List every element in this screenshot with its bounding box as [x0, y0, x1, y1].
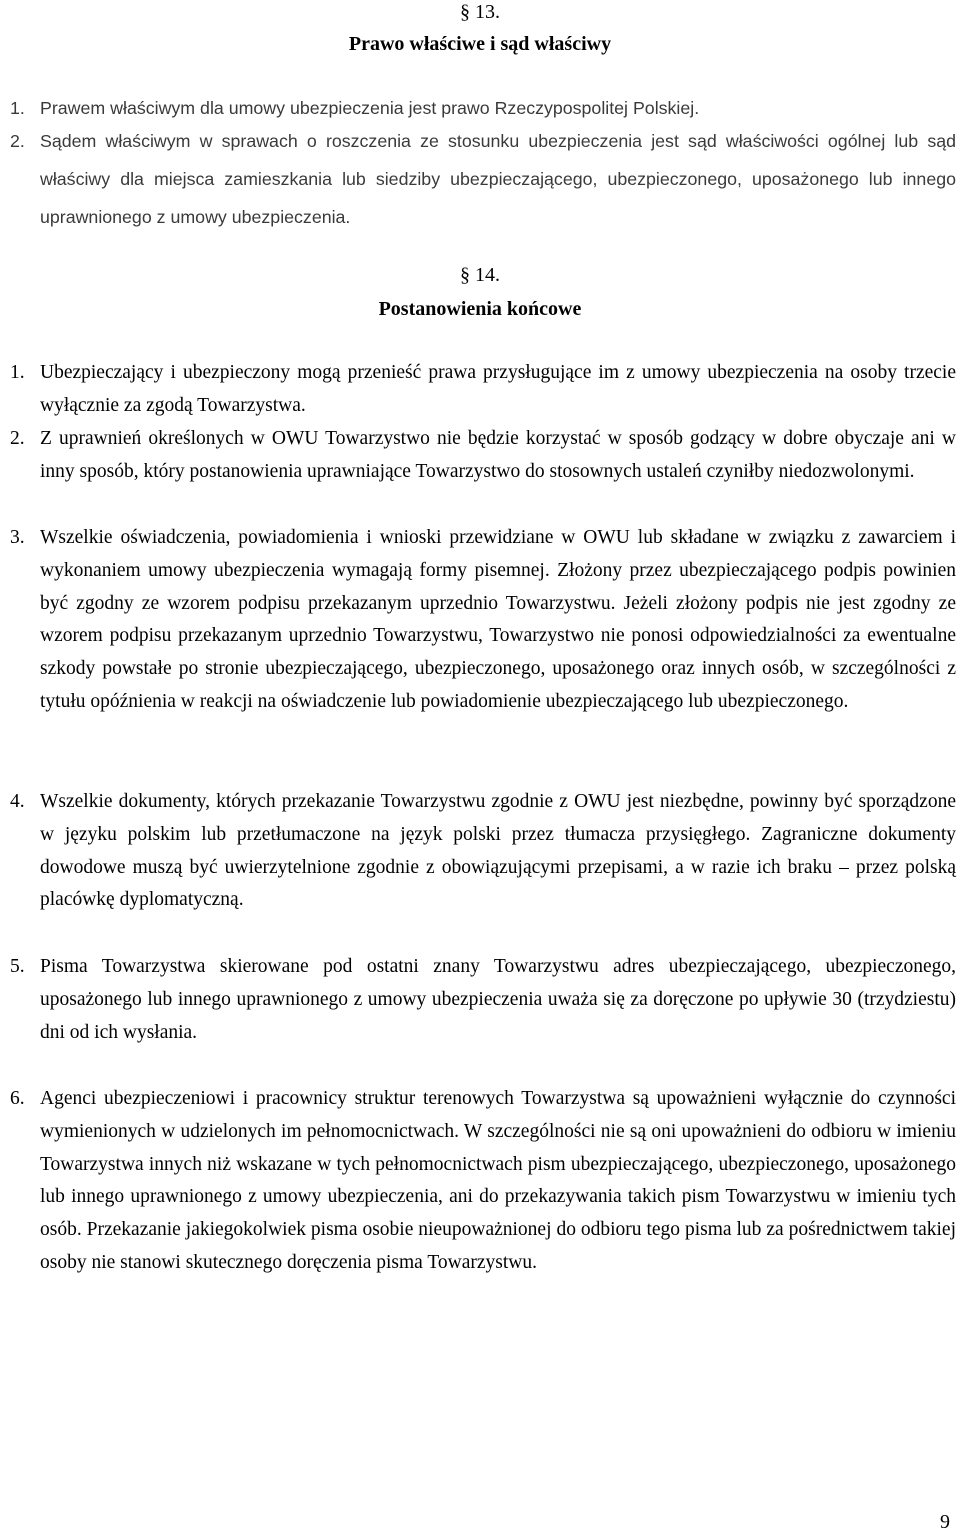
item-text: Z uprawnień określonych w OWU Towarzystwo nie będzie korzystać w sposób godzący w dobre obyczaje ani w inny sposób, który postanowienia uprawniające Towarzystwo do stosownych ustaleń czyniłby niedozwolonymi.	[40, 428, 956, 482]
page-number: 9	[940, 1511, 950, 1533]
item-number: 6.	[10, 1088, 25, 1109]
item-text: Ubezpieczający i ubezpieczony mogą przenieść prawa przysługujące im z umowy ubezpieczenia na osoby trzecie wyłącznie za zgodą Towarzystwa.	[40, 362, 956, 416]
section-14-item-6	[10, 1083, 956, 1280]
item-text: Wszelkie dokumenty, których przekazanie Towarzystwu zgodnie z OWU jest niezbędne, powinny być sporządzone w języku polskim lub przetłumaczone na język polski przez tłumacza przysięgłego. Zagraniczne dokumenty dowodowe muszą być uwierzytelnione zgodnie z obowiązującymi przepisami, a w razie ich braku – przez polską placówkę dyplomatyczną.	[40, 791, 956, 911]
section-13-title: Prawo właściwe i sąd właściwy	[348, 33, 612, 55]
item-number: 2.	[10, 131, 25, 151]
item-text: Wszelkie oświadczenia, powiadomienia i wnioski przewidziane w OWU lub składane w związku z zawarciem i wykonaniem umowy ubezpieczenia wymagają formy pisemnej. Złożony przez ubezpieczającego podpis powinien być zgodny ze wzorem podpisu przekazanym uprzednio Towarzystwu. Jeżeli złożony podpis nie jest zgodny ze wzorem podpisu przekazanym uprzednio Towarzystwu, Towarzystwo nie ponosi odpowiedzialności za ewentualne szkody powstałe po stronie ubezpieczającego, ubezpieczonego, uposażonego oraz innych osób, w szczególności z tytułu opóźnienia w reakcji na oświadczenie lub powiadomienie ubezpieczającego lub ubezpieczonego.	[40, 527, 956, 712]
section-13-item-2	[10, 122, 956, 236]
item-number: 3.	[10, 527, 25, 548]
item-text: Pisma Towarzystwa skierowane pod ostatni znany Towarzystwu adres ubezpieczającego, ubezpieczonego, uposażonego lub innego uprawnionego z umowy ubezpieczenia uważa się za doręczone po upływie 30 (trzydziestu) dni od ich wysłania.	[40, 956, 956, 1043]
item-number: 5.	[10, 956, 25, 977]
item-number: 1.	[10, 362, 25, 383]
item-text: Agenci ubezpieczeniowi i pracownicy struktur terenowych Towarzystwa są upoważnieni wyłącznie do czynności wymienionych w udzielonych im pełnomocnictwach. W szczególności nie są oni upoważnieni do odbioru w imieniu Towarzystwa innych niż wskazane w tych pełnomocnictwach pism ubezpieczającego, ubezpieczonego, uposażonego lub innego uprawnionego z umowy ubezpieczenia, ani do przekazywania takich pism Towarzystwu w imieniu tych osób. Przekazanie jakiegokolwiek pisma osobie nieupoważnionej do odbioru tego pisma lub za pośrednictwem takiej osoby nie stanowi skutecznego doręczenia pisma Towarzystwu.	[40, 1088, 956, 1273]
section-14-item-5	[10, 951, 956, 1049]
item-number: 2.	[10, 428, 25, 449]
section-14-item-1	[10, 357, 956, 423]
section-14-item-3	[10, 522, 956, 719]
item-text: Prawem właściwym dla umowy ubezpieczenia jest prawo Rzeczypospolitej Polskiej.	[40, 98, 700, 118]
section-14-item-4	[10, 786, 956, 917]
section-14-item-2	[10, 423, 956, 489]
section-13-number: § 13.	[460, 1, 500, 23]
section-14-title: Postanowienia końcowe	[378, 298, 582, 320]
item-text: Sądem właściwym w sprawach o roszczenia ze stosunku ubezpieczenia jest sąd właściwości ogólnej lub sąd właściwy dla miejsca zamieszkania lub siedziby ubezpieczającego, ubezpieczonego, uposażonego lub innego uprawnionego z umowy ubezpieczenia.	[40, 131, 956, 227]
section-14-number: § 14.	[460, 264, 500, 286]
item-number: 1.	[10, 98, 25, 118]
item-number: 4.	[10, 791, 25, 812]
